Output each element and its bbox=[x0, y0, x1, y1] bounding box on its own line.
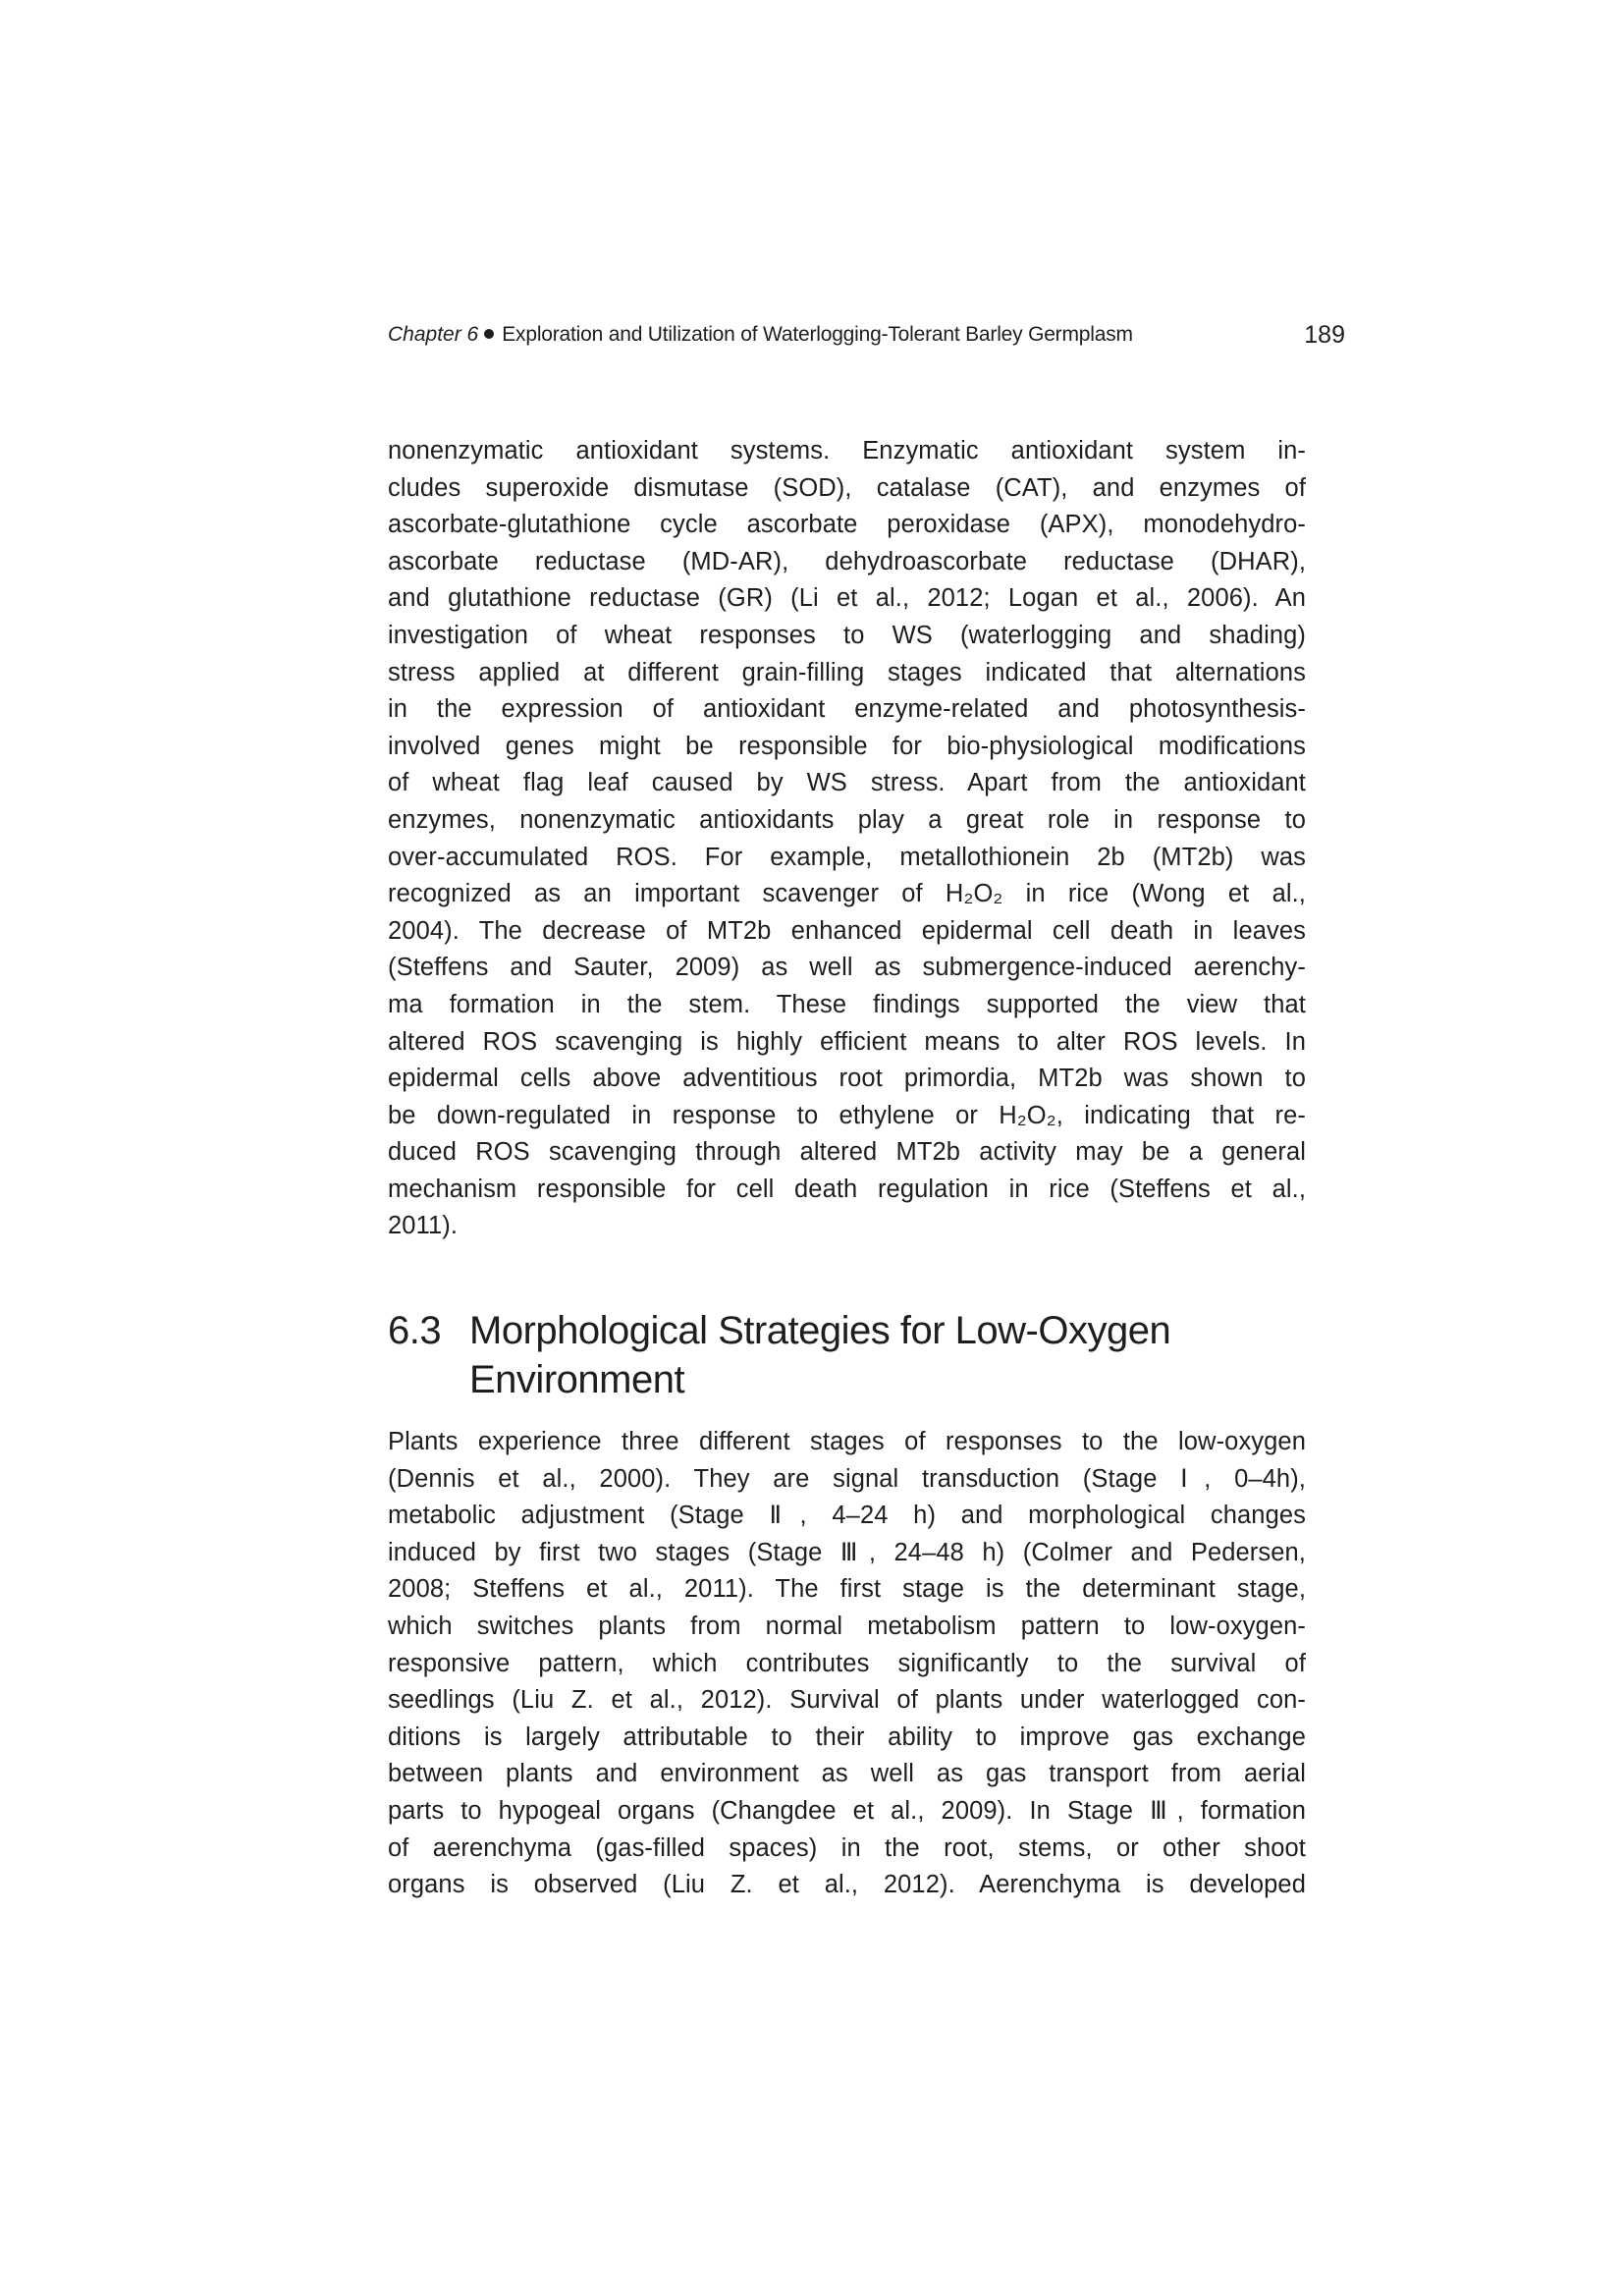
text-line: be down-regulated in response to ethylene or H₂O₂, indicating that re- bbox=[388, 1101, 1306, 1129]
text-line: parts to hypogeal organs (Changdee et al., 2009). In Stage Ⅲ, formation bbox=[388, 1796, 1306, 1825]
section-title-line-1: Morphological Strategies for Low-Oxygen bbox=[469, 1309, 1171, 1352]
text-line: mechanism responsible for cell death regulation in rice (Steffens et al., bbox=[388, 1175, 1306, 1203]
text-line: organs is observed (Liu Z. et al., 2012). Aerenchyma is developed bbox=[388, 1871, 1306, 1899]
text-line: ditions is largely attributable to their ability to improve gas exchange bbox=[388, 1722, 1306, 1751]
page-number: 189 bbox=[1304, 321, 1345, 349]
text-line: and glutathione reductase (GR) (Li et al., 2012; Logan et al., 2006). An bbox=[388, 584, 1306, 613]
text-line: 2011). bbox=[388, 1212, 459, 1240]
text-line: between plants and environment as well as gas transport from aerial bbox=[388, 1760, 1306, 1788]
running-head bbox=[388, 319, 1345, 351]
section-title-line-2: Environment bbox=[469, 1358, 685, 1401]
text-line: seedlings (Liu Z. et al., 2012). Survival of plants under waterlogged con- bbox=[388, 1686, 1306, 1715]
section-heading bbox=[388, 1306, 1170, 1404]
text-line: which switches plants from normal metabolism pattern to low-oxygen- bbox=[388, 1612, 1306, 1640]
text-line: duced ROS scavenging through altered MT2b activity may be a general bbox=[388, 1138, 1306, 1167]
text-line: involved genes might be responsible for bio-physiological modifications bbox=[388, 732, 1306, 760]
chapter-label: Chapter 6 bbox=[388, 323, 479, 346]
text-line: recognized as an important scavenger of H₂O₂ in rice (Wong et al., bbox=[388, 880, 1306, 908]
text-line: investigation of wheat responses to WS (waterlogging and shading) bbox=[388, 621, 1306, 649]
chapter-title: Exploration and Utilization of Waterlogging-Tolerant Barley Germplasm bbox=[502, 323, 1133, 346]
text-line: (Dennis et al., 2000). They are signal transduction (Stage Ⅰ, 0–4h), bbox=[388, 1464, 1306, 1493]
text-line: of wheat flag leaf caused by WS stress. Apart from the antioxidant bbox=[388, 769, 1306, 797]
text-line: stress applied at different grain-filling stages indicated that alternations bbox=[388, 658, 1306, 686]
text-line: (Steffens and Sauter, 2009) as well as submergence-induced aerenchy- bbox=[388, 954, 1306, 982]
section-number: 6.3 bbox=[388, 1309, 442, 1352]
text-line: nonenzymatic antioxidant systems. Enzymatic antioxidant system in- bbox=[388, 437, 1306, 465]
text-line: ascorbate reductase (MD-AR), dehydroascorbate reductase (DHAR), bbox=[388, 547, 1306, 575]
text-line: ma formation in the stem. These findings supported the view that bbox=[388, 990, 1306, 1018]
text-line: enzymes, nonenzymatic antioxidants play a great role in response to bbox=[388, 805, 1306, 834]
text-line: ascorbate-glutathione cycle ascorbate peroxidase (APX), monodehydro- bbox=[388, 511, 1306, 539]
text-line: 2004). The decrease of MT2b enhanced epidermal cell death in leaves bbox=[388, 916, 1306, 945]
paragraph-antioxidant-systems bbox=[388, 433, 1306, 1245]
text-line: Plants experience three different stages of responses to the low-oxygen bbox=[388, 1428, 1306, 1455]
text-line: epidermal cells above adventitious root primordia, MT2b was shown to bbox=[388, 1065, 1306, 1093]
text-line: cludes superoxide dismutase (SOD), catalase (CAT), and enzymes of bbox=[388, 473, 1306, 502]
text-line: responsive pattern, which contributes significantly to the survival of bbox=[388, 1649, 1306, 1677]
text-line: 2008; Steffens et al., 2011). The first stage is the determinant stage, bbox=[388, 1575, 1306, 1604]
bullet-icon bbox=[484, 329, 494, 339]
text-line: induced by first two stages (Stage Ⅲ, 24–48 h) (Colmer and Pedersen, bbox=[388, 1538, 1306, 1566]
text-line: altered ROS scavenging is highly efficient means to alter ROS levels. In bbox=[388, 1027, 1306, 1056]
paragraph-low-oxygen-stages bbox=[388, 1424, 1306, 1904]
text-line: in the expression of antioxidant enzyme-related and photosynthesis- bbox=[388, 695, 1306, 724]
text-line: of aerenchyma (gas-filled spaces) in the root, stems, or other shoot bbox=[388, 1833, 1306, 1862]
text-line: over-accumulated ROS. For example, metallothionein 2b (MT2b) was bbox=[388, 843, 1306, 871]
text-line: metabolic adjustment (Stage Ⅱ, 4–24 h) and morphological changes bbox=[388, 1502, 1306, 1530]
